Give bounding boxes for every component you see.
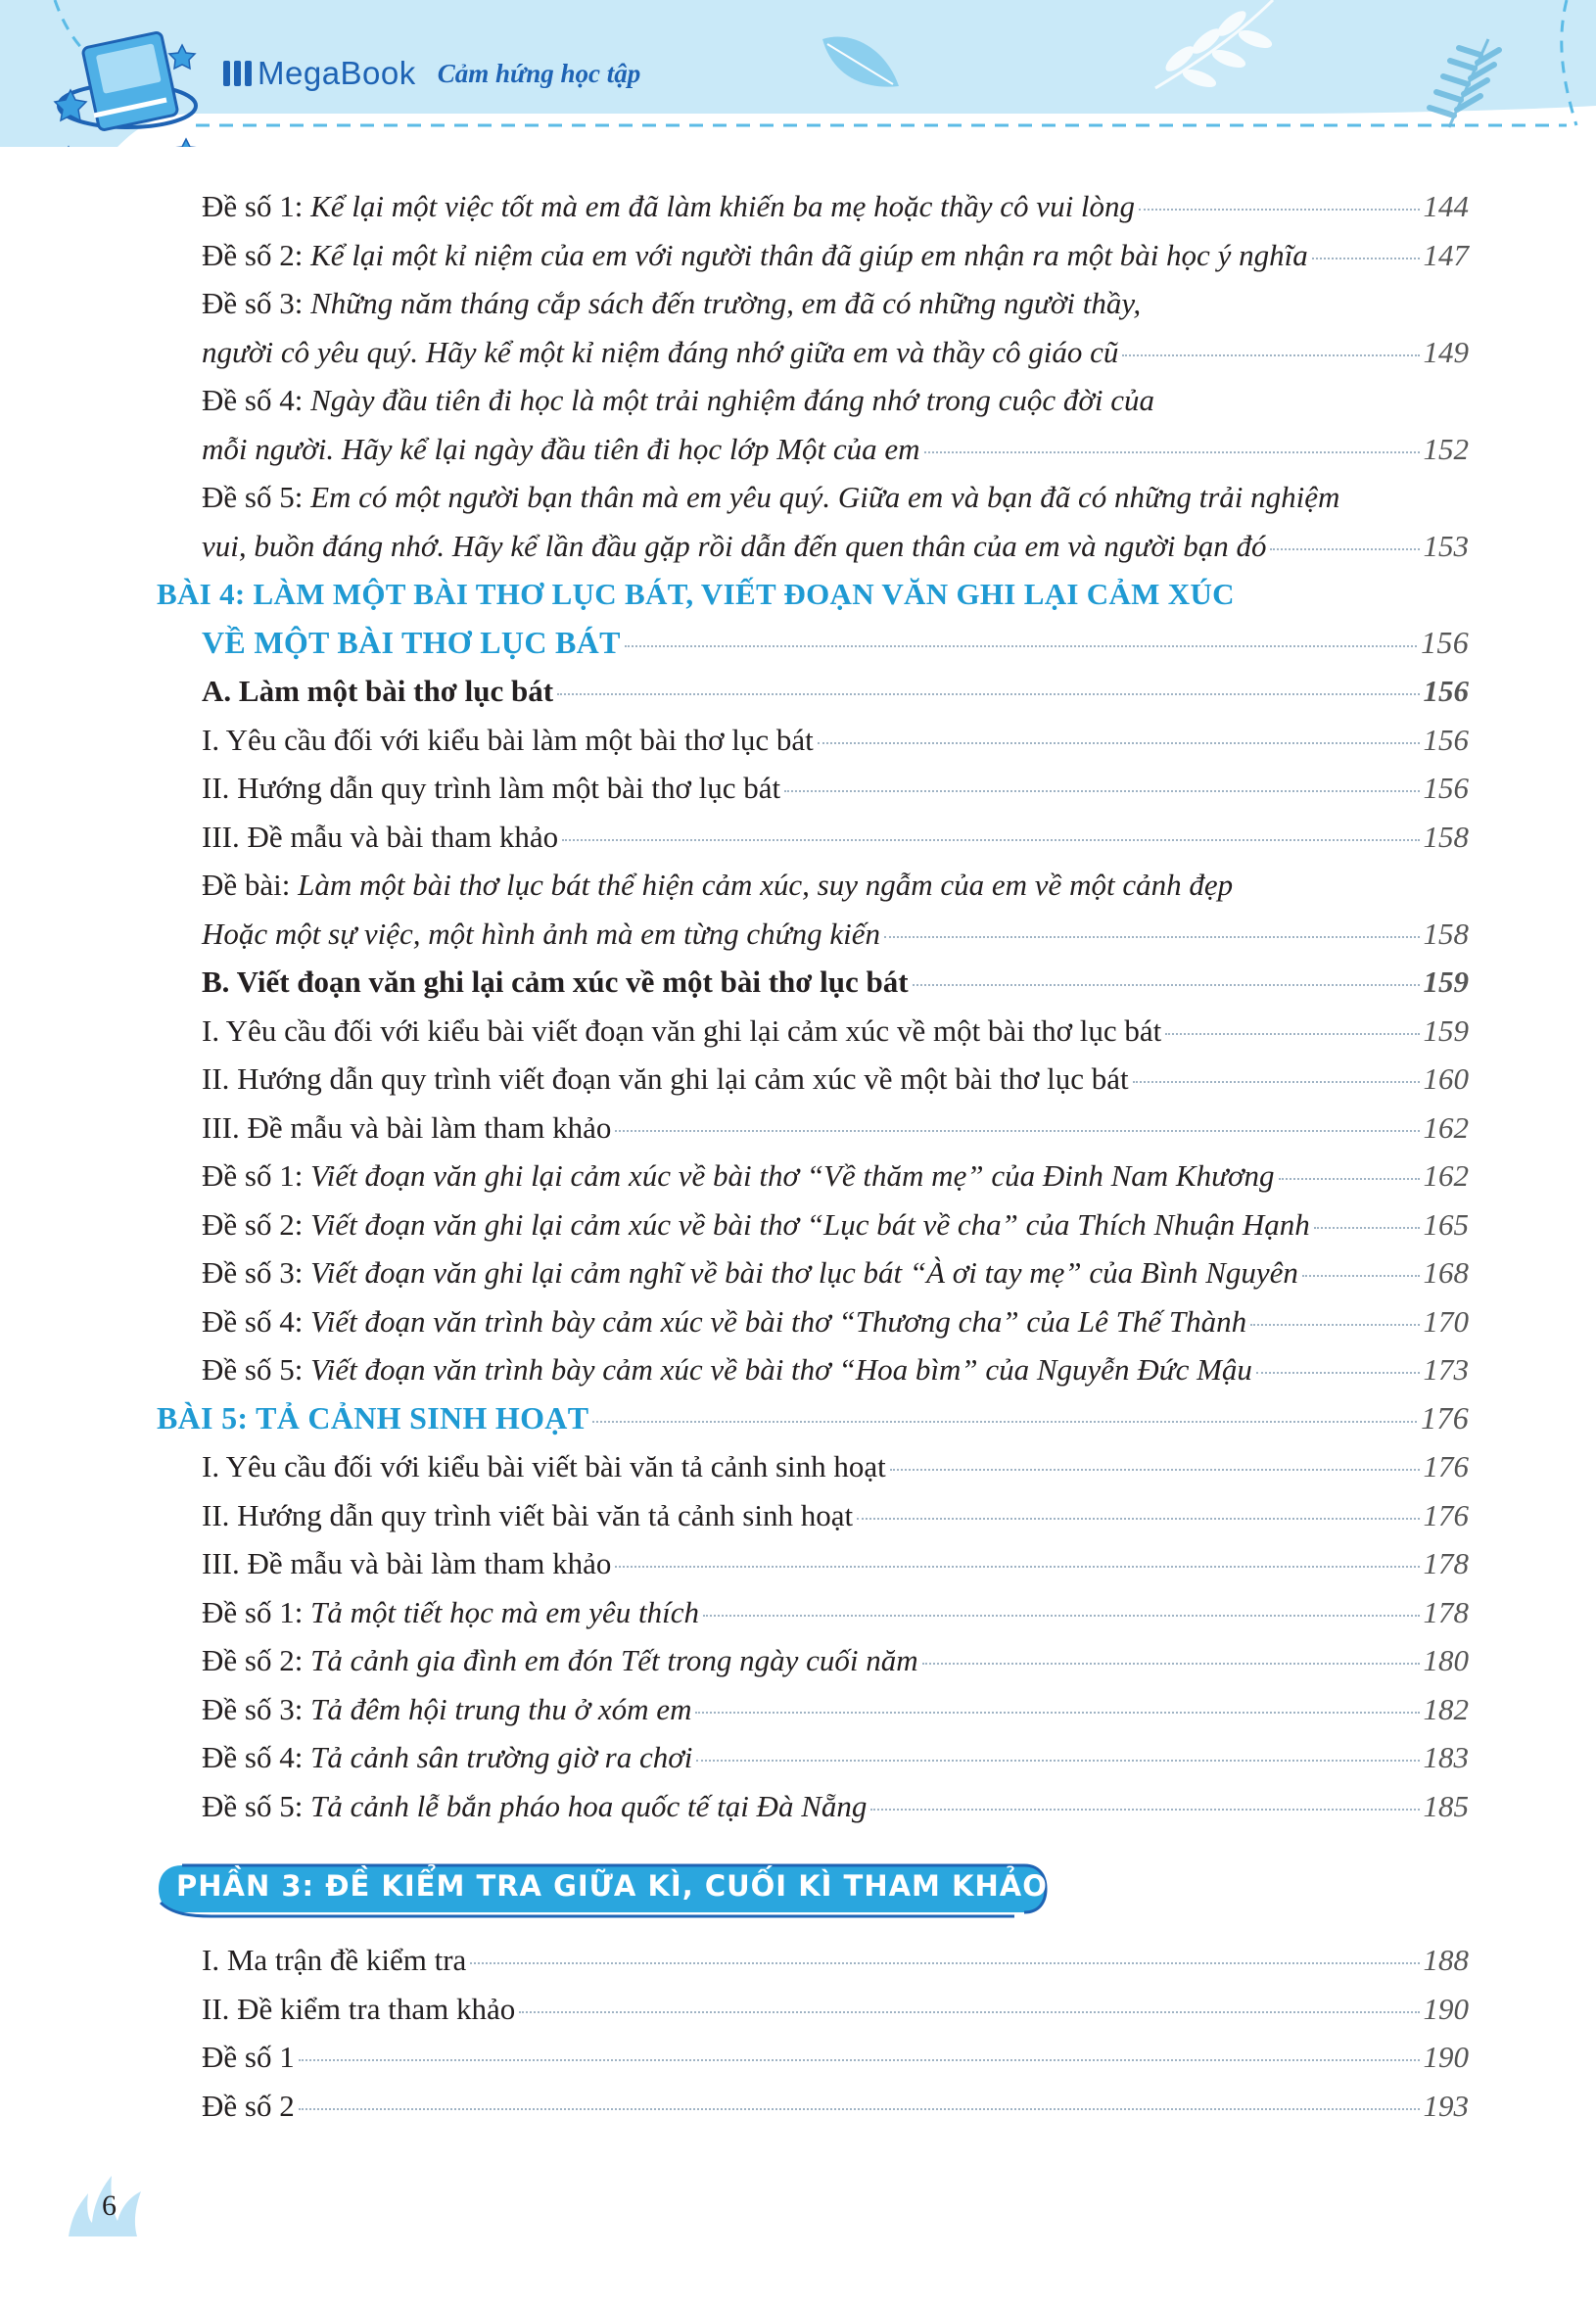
toc-entry-label: Đề số 4: (202, 383, 311, 417)
toc-entry-text (202, 1345, 1252, 1394)
toc-entry (157, 1055, 1469, 1104)
toc-page-number: 144 (1423, 189, 1469, 223)
toc-page-number: 162 (1423, 1158, 1469, 1193)
toc-entry-line (157, 861, 1469, 910)
leader-dots (1312, 258, 1420, 259)
leader-dots (557, 693, 1419, 695)
toc-section-line: BÀI 4: LÀM MỘT BÀI THƠ LỤC BÁT, VIẾT ĐOẠN VĂN GHI LẠI CẢM XÚC (157, 577, 1235, 611)
leader-dots (592, 1421, 1417, 1423)
toc-entry-title-cont: Hoặc một sự việc, một hình ảnh mà em từng chứng kiến (202, 916, 880, 951)
toc-section (157, 1394, 1469, 1443)
toc-page-number: 152 (1423, 431, 1469, 466)
toc-page-number: 176 (1421, 1399, 1469, 1435)
toc-entry-label: Đề số 2: (202, 1206, 311, 1242)
toc-page-number: 159 (1423, 965, 1469, 999)
toc-entry-title: Làm một bài thơ lục bát thể hiện cảm xúc, suy ngẫm của em về một cảnh đẹp (298, 868, 1234, 902)
toc-entry-title: III. Đề mẫu và bài làm tham khảo (202, 1109, 612, 1145)
toc-entry-title: I. Yêu cầu đối với kiểu bài viết bài văn tả cảnh sinh hoạt (202, 1449, 886, 1483)
leader-dots (1256, 1372, 1420, 1374)
leader-dots (615, 1130, 1419, 1132)
toc-entry-text (202, 1733, 692, 1782)
toc-entry (157, 522, 1469, 571)
toc-entry-label: Đề số 3: (202, 1255, 311, 1290)
toc-entry-title: Đề số 1 (202, 2040, 295, 2074)
toc-entry (157, 328, 1469, 377)
toc-entry-label: Đề số 2: (202, 1643, 311, 1677)
toc-entry-label: Đề số 1: (202, 1594, 311, 1629)
toc-entry-title: Tả cảnh gia đình em đón Tết trong ngày cuối năm (310, 1643, 918, 1677)
toc-page-number: 165 (1423, 1206, 1469, 1242)
toc-section-title-cont: VỀ MỘT BÀI THƠ LỤC BÁT (202, 624, 621, 660)
toc-entry-title: II. Hướng dẫn quy trình làm một bài thơ lục bát (202, 771, 781, 805)
toc-entry-title: Viết đoạn văn trình bày cảm xúc về bài thơ “Thương cha” của Lê Thế Thành (310, 1303, 1247, 1339)
toc-page-number: 190 (1423, 2040, 1469, 2074)
toc-page-number: 173 (1423, 1352, 1469, 1387)
toc-section (157, 619, 1469, 668)
toc-entry-title: Đề số 2 (202, 2088, 295, 2123)
leader-dots (857, 1518, 1419, 1520)
toc-entry-text (202, 1636, 918, 1685)
leader-dots (695, 1712, 1419, 1714)
toc-entry-title: Em có một người bạn thân mà em yêu quý. Giữa em và bạn đã có những trải nghiệm (310, 480, 1340, 514)
toc-entry-text (202, 1685, 691, 1734)
toc-page-number: 178 (1423, 1546, 1469, 1580)
brand-logo-icon (223, 61, 252, 86)
toc-entry-title: Viết đoạn văn ghi lại cảm xúc về bài thơ “Về thăm mẹ” của Đinh Nam Khương (310, 1158, 1275, 1193)
toc-page-number: 168 (1423, 1255, 1469, 1290)
toc-entry-label: Đề bài: (202, 868, 299, 902)
toc-page-number: 176 (1423, 1449, 1469, 1483)
toc-page-number: 160 (1423, 1061, 1469, 1096)
leader-dots (299, 2059, 1420, 2061)
brand (223, 55, 640, 92)
toc-entry-label: Đề số 3: (202, 1691, 311, 1726)
page-number-badge (59, 2164, 157, 2242)
leader-dots (1133, 1081, 1420, 1083)
toc-section-title: BÀI 5: TẢ CẢNH SINH HOẠT (157, 1399, 589, 1435)
toc-page-number: 180 (1423, 1643, 1469, 1677)
brand-name: MegaBook (258, 55, 416, 91)
toc-entry-title: I. Ma trận đề kiểm tra (202, 1943, 467, 1977)
toc-entry-text (202, 182, 1135, 231)
toc-page-number: 147 (1423, 237, 1469, 272)
toc-entry-label: Đề số 1: (202, 1158, 311, 1193)
toc-page-number: 156 (1423, 722, 1469, 757)
toc-entry-text (202, 231, 1308, 280)
toc-entry-title-cont: người cô yêu quý. Hãy kể một kỉ niệm đáng nhớ giữa em và thầy cô giáo cũ (202, 334, 1119, 369)
toc-entry (157, 2033, 1469, 2082)
leader-dots (299, 2108, 1420, 2110)
toc-entry-label: Đề số 5: (202, 1788, 311, 1823)
leader-dots (924, 451, 1420, 453)
toc-entry (157, 1345, 1469, 1394)
toc-entry-title: Viết đoạn văn ghi lại cảm nghĩ về bài thơ lục bát “À ơi tay mẹ” của Bình Nguyên (310, 1255, 1298, 1290)
toc-entry-text (202, 1297, 1246, 1346)
leader-dots (696, 1760, 1419, 1762)
toc-entry-line (157, 376, 1469, 425)
toc-page-number: 185 (1423, 1788, 1469, 1823)
toc-entry-label: Đề số 5: (202, 1352, 311, 1387)
toc-entry-text (202, 1152, 1275, 1200)
leader-dots (1302, 1275, 1420, 1277)
leader-dots (1314, 1227, 1420, 1229)
toc-page-number: 190 (1423, 1991, 1469, 2026)
toc-page-number: 170 (1423, 1303, 1469, 1339)
toc-entry-text (202, 1782, 867, 1831)
leader-dots (784, 790, 1419, 792)
toc-page-number: 178 (1423, 1594, 1469, 1629)
toc-entry (157, 1442, 1469, 1491)
toc-entry (157, 1297, 1469, 1346)
toc-entry-text (202, 1200, 1310, 1249)
toc-subsection-title: A. Làm một bài thơ lục bát (202, 674, 554, 708)
toc-entry-label: Đề số 1: (202, 189, 311, 223)
toc-entry (157, 1685, 1469, 1734)
toc-entry-title: Viết đoạn văn trình bày cảm xúc về bài thơ “Hoa bìm” của Nguyễn Đức Mậu (310, 1352, 1252, 1387)
toc-entry-line (157, 279, 1469, 328)
toc-page-number: 162 (1423, 1109, 1469, 1145)
toc-page-number: 158 (1423, 916, 1469, 951)
page-header (0, 0, 1596, 147)
toc-entry-title: Ngày đầu tiên đi học là một trải nghiệm đáng nhớ trong cuộc đời của (310, 383, 1155, 417)
leader-dots (818, 742, 1420, 744)
toc-entry-title: II. Đề kiểm tra tham khảo (202, 1991, 516, 2026)
toc-entry (157, 425, 1469, 474)
toc-page-number: 149 (1423, 334, 1469, 369)
spacer (157, 1830, 1469, 1854)
leader-dots (1279, 1178, 1420, 1180)
page-number: 6 (102, 2189, 117, 2222)
toc-entry-label: Đề số 5: (202, 480, 311, 514)
leader-dots (884, 936, 1420, 938)
toc-entry-title: Tả một tiết học mà em yêu thích (310, 1594, 699, 1629)
toc-entry-line (157, 473, 1469, 522)
leader-dots (1139, 209, 1419, 211)
leader-dots (913, 984, 1420, 986)
toc-page-number: 156 (1421, 624, 1469, 660)
table-of-contents (157, 182, 1469, 2130)
toc-entry-text (202, 1248, 1298, 1297)
leader-dots (470, 1962, 1419, 1964)
toc-entry (157, 1491, 1469, 1540)
toc-entry (157, 1152, 1469, 1200)
toc-entry-title: Viết đoạn văn ghi lại cảm xúc về bài thơ “Lục bát về cha” của Thích Nhuận Hạnh (310, 1206, 1310, 1242)
part-banner (153, 1859, 1469, 1918)
toc-entry (157, 813, 1469, 862)
toc-entry (157, 182, 1469, 231)
toc-page-number: 183 (1423, 1740, 1469, 1774)
toc-entry-title: III. Đề mẫu và bài làm tham khảo (202, 1546, 612, 1580)
toc-entry-title: I. Yêu cầu đối với kiểu bài làm một bài thơ lục bát (202, 722, 814, 757)
toc-entry-label: Đề số 4: (202, 1303, 311, 1339)
leader-dots (1165, 1033, 1419, 1035)
toc-entry-title: Những năm tháng cắp sách đến trường, em đã có những người thầy, (310, 286, 1142, 320)
leader-dots (625, 645, 1417, 647)
toc-page-number: 193 (1423, 2088, 1469, 2123)
toc-page-number: 156 (1423, 771, 1469, 805)
toc-entry-title: III. Đề mẫu và bài tham khảo (202, 819, 559, 854)
toc-entry-label: Đề số 2: (202, 237, 311, 272)
toc-entry-title: Tả đêm hội trung thu ở xóm em (310, 1691, 692, 1726)
toc-entry-title-cont: vui, buồn đáng nhớ. Hãy kể lần đầu gặp rồi dẫn đến quen thân của em và người bạn đó (202, 528, 1267, 563)
toc-entry-label: Đề số 4: (202, 1740, 311, 1774)
leader-dots (1122, 354, 1419, 356)
toc-entry (157, 231, 1469, 280)
toc-entry-title: Tả cảnh lễ bắn pháo hoa quốc tế tại Đà Nẵng (310, 1788, 868, 1823)
toc-entry (157, 1936, 1469, 1985)
leader-dots (870, 1809, 1419, 1811)
toc-page-number: 153 (1423, 528, 1469, 563)
toc-entry (157, 2082, 1469, 2131)
toc-entry (157, 1985, 1469, 2034)
toc-entry (157, 1636, 1469, 1685)
toc-entry-title-cont: mỗi người. Hãy kể lại ngày đầu tiên đi học lớp Một của em (202, 431, 920, 466)
leader-dots (562, 839, 1419, 841)
toc-entry (157, 1104, 1469, 1153)
leader-dots (922, 1663, 1420, 1665)
toc-entry-title: Tả cảnh sân trường giờ ra chơi (310, 1740, 693, 1774)
part-title: PHẦN 3: ĐỀ KIỂM TRA GIỮA KÌ, CUỐI KÌ THAM KHẢO (176, 1869, 1048, 1903)
toc-entry-text (202, 1588, 699, 1637)
toc-subsection-title: B. Viết đoạn văn ghi lại cảm xúc về một bài thơ lục bát (202, 965, 909, 999)
leader-dots (890, 1469, 1420, 1471)
toc-entry-title: Kể lại một việc tốt mà em đã làm khiến ba mẹ hoặc thầy cô vui lòng (310, 189, 1136, 223)
toc-entry (157, 1782, 1469, 1831)
toc-entry (157, 910, 1469, 959)
toc-entry (157, 764, 1469, 813)
toc-entry (157, 716, 1469, 765)
toc-entry (157, 1200, 1469, 1249)
toc-page-number: 159 (1423, 1012, 1469, 1048)
toc-page-number: 176 (1423, 1497, 1469, 1532)
brand-tagline: Cảm hứng học tập (437, 58, 641, 88)
toc-entry-label: Đề số 3: (202, 286, 311, 320)
toc-entry-title: II. Hướng dẫn quy trình viết đoạn văn ghi lại cảm xúc về một bài thơ lục bát (202, 1061, 1129, 1096)
toc-page-number: 188 (1423, 1943, 1469, 1977)
toc-entry-title: II. Hướng dẫn quy trình viết bài văn tả cảnh sinh hoạt (202, 1497, 854, 1532)
toc-entry (157, 1539, 1469, 1588)
leader-dots (1270, 548, 1419, 550)
toc-page-number: 158 (1423, 819, 1469, 854)
toc-entry (157, 1007, 1469, 1056)
toc-page-number: 182 (1423, 1691, 1469, 1726)
leader-dots (703, 1615, 1420, 1617)
toc-entry (157, 1733, 1469, 1782)
toc-entry-title: I. Yêu cầu đối với kiểu bài viết đoạn văn ghi lại cảm xúc về một bài thơ lục bát (202, 1012, 1162, 1048)
toc-entry (157, 1588, 1469, 1637)
toc-subsection (157, 667, 1469, 716)
toc-entry-title: Kể lại một kỉ niệm của em với người thân đã giúp em nhận ra một bài học ý nghĩa (310, 237, 1308, 272)
toc-subsection (157, 958, 1469, 1007)
leader-dots (519, 2011, 1419, 2013)
leader-dots (615, 1566, 1419, 1568)
toc-entry (157, 1248, 1469, 1297)
toc-page-number: 156 (1423, 674, 1469, 708)
leader-dots (1250, 1324, 1419, 1326)
